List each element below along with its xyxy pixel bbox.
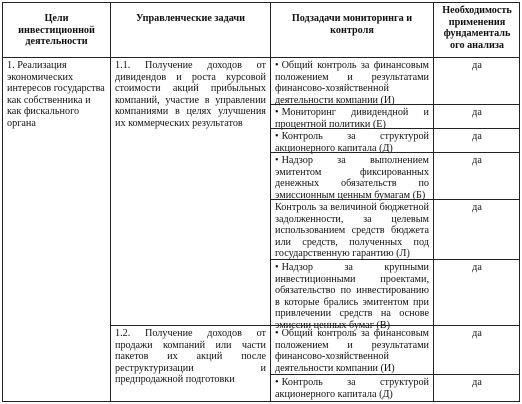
necessity-8: да xyxy=(433,374,520,402)
subtask-2: • Мониторинг дивидендной и процентной политики (Е) xyxy=(270,104,433,128)
necessity-7: да xyxy=(433,325,520,374)
header-goals: Цели инвестиционной деятельности xyxy=(2,2,110,57)
header-tasks: Управленческие задачи xyxy=(110,2,270,57)
header-necessity: Необходимость применения фундаменталь ого анализа xyxy=(433,2,520,57)
necessity-1: да xyxy=(433,57,520,104)
goal-cell: 1. Реализация экономических интересов государства как собственника и как фискального органа xyxy=(2,57,110,402)
subtask-5: Контроль за величиной бюджетной задолженности, за целевым использованием средств бюджета или средств, полученных под государственную гарантию (Л) xyxy=(270,199,433,259)
necessity-6: да xyxy=(433,259,520,325)
subtask-7: • Общий контроль за финансовым положением и результатами финансово-хозяйственной деятельности компании (И) xyxy=(270,325,433,374)
subtask-8: • Контроль за структурой акционерного капитала (Д) xyxy=(270,374,433,402)
subtask-3: • Контроль за структурой акционерного капитала (Д) xyxy=(270,128,433,152)
investment-goals-table xyxy=(2,2,520,402)
necessity-2: да xyxy=(433,104,520,128)
subtask-1: • Общий контроль за финансовым положением и результатами финансово-хозяйственной деятельности компании (И) xyxy=(270,57,433,104)
necessity-3: да xyxy=(433,128,520,152)
subtask-6: • Надзор за крупными инвестиционными проектами, обязательство по инвестированию в которые брались эмитентом при привлечении средств на основе эмиссии ценных бумаг (В) xyxy=(270,259,433,325)
task-1-cell: 1.1. Получение доходов от дивидендов и роста курсовой стоимости акций прибыльных компаний, участие в управлении компаниями в целях улучшения их коммерческих результатов xyxy=(110,57,270,325)
necessity-5: да xyxy=(433,199,520,259)
task-2-cell: 1.2. Получение доходов от продажи компаний или части пакетов их акций после реструктуризации и предпродажной подготовки xyxy=(110,325,270,402)
header-subtasks: Подзадачи мониторинга и контроля xyxy=(270,2,433,57)
subtask-4: • Надзор за выполнением эмитентом фиксированных денежных обязательств по эмиссионным ценным бумагам (Б) xyxy=(270,152,433,199)
necessity-4: да xyxy=(433,152,520,199)
